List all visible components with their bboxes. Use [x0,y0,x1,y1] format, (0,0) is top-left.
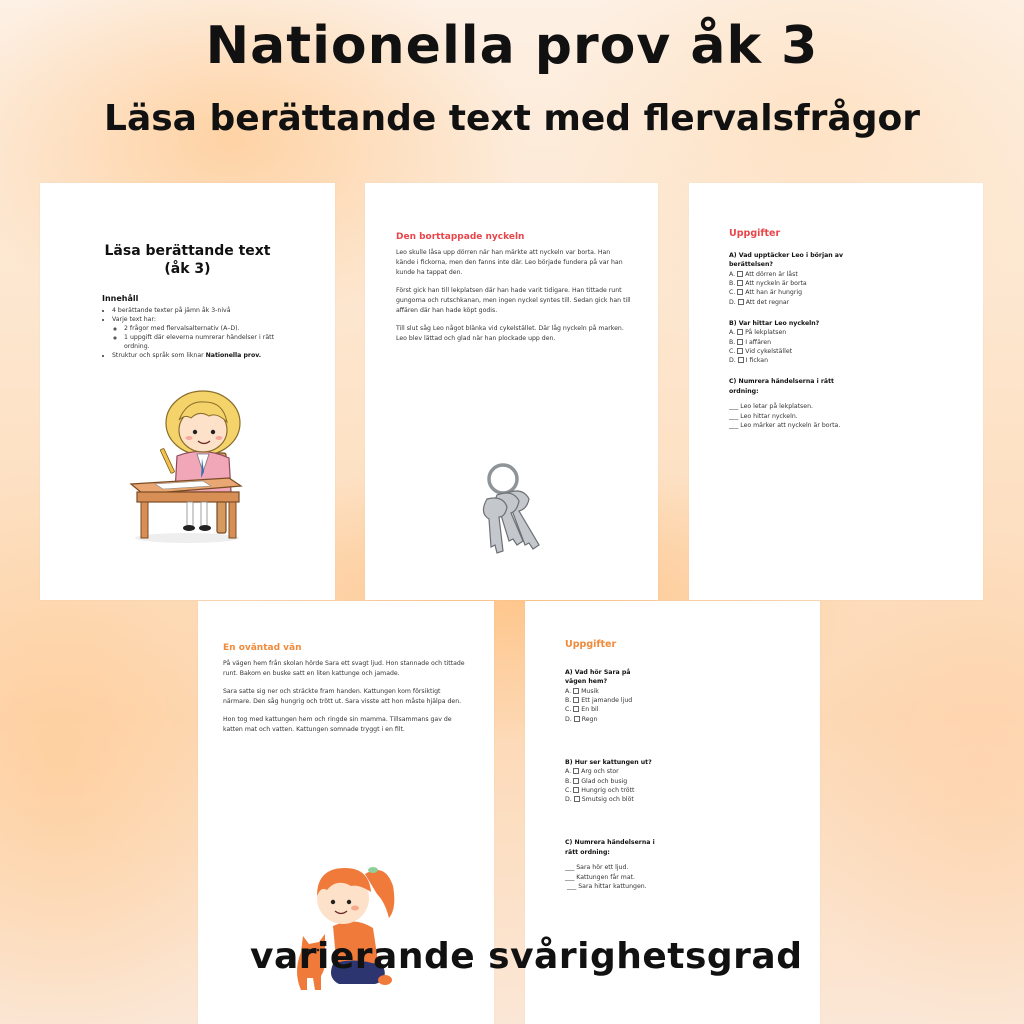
checkbox-icon[interactable] [737,329,743,335]
option-letter: B. [729,280,736,288]
contents-sublist [112,325,274,352]
question-text: A) Vad hör Sara på vägen hem? [565,669,631,686]
answer-option[interactable] [565,777,765,786]
option-letter: D. [729,357,736,365]
checkbox-icon[interactable] [737,289,743,295]
option-letter: B. [729,338,736,346]
contents-heading: Innehåll [102,294,139,303]
contents-item-text: Varje text har: [112,315,156,323]
contents-item: • 4 berättande texter på jämn åk 3-nivå [112,307,274,316]
contents-bold-text: Nationella prov. [205,351,262,359]
footer-tagline: varierande svårighetsgrad [250,936,803,977]
option-text: Regn [581,715,598,723]
order-item[interactable]: ___ Sara hittar kattungen. [567,883,647,891]
option-text: Arg och stor [581,768,619,776]
checkbox-icon[interactable] [738,357,744,363]
answer-option[interactable] [729,347,929,356]
answer-option[interactable] [565,795,765,804]
order-item[interactable]: ___ Kattungen får mat. [565,873,635,881]
option-letter: A. [729,270,736,278]
option-letter: C. [729,289,736,297]
option-text: Vid cykelstället [745,347,793,355]
question-b [565,758,765,804]
checkbox-icon[interactable] [737,348,743,354]
option-letter: D. [565,796,572,804]
question-b [729,319,929,365]
answer-option[interactable] [565,786,765,795]
option-text: Att han är hungrig [745,289,803,297]
contents-item [112,352,274,361]
story-2-title: En oväntad vän [223,643,302,653]
contents-item [112,316,274,352]
answer-option[interactable] [565,767,765,776]
answer-option[interactable] [729,288,929,297]
option-text: En bil [581,706,599,714]
option-text: Att dörren är låst [745,270,798,278]
page-story-1 [365,183,658,600]
option-text: På lekplatsen [745,329,787,337]
checkbox-icon[interactable] [574,796,580,802]
story-2 [223,641,468,743]
keys-icon [477,461,557,556]
option-text: Att nyckeln är borta [745,280,807,288]
answer-option[interactable] [565,687,765,696]
option-text: I fickan [745,357,769,365]
checkbox-icon[interactable] [573,768,579,774]
option-letter: A. [565,768,572,776]
contents-list [102,307,274,361]
option-letter: D. [565,715,572,723]
cover-title-line1: Läsa berättande text [104,243,271,259]
option-text: Smutsig och blöt [581,796,634,804]
option-letter: B. [565,777,572,785]
main-title: Nationella prov åk 3 [205,16,819,76]
cover-title-line2: (åk 3) [164,260,211,277]
option-letter: A. [729,329,736,337]
option-text: Glad och busig [581,777,628,785]
question-text: C) Numrera händelserna i rätt ordning: [729,378,834,395]
story-paragraph: Leo skulle låsa upp dörren när han märkte att nyckeln var borta. Han kände i fickorna, men den fanns inte där. Leo började fundera på var han kunde ha tappat den. [396,249,623,277]
answer-option[interactable] [565,705,765,714]
option-letter: A. [565,687,572,695]
tasks-1-title: Uppgifter [729,228,781,239]
option-letter: D. [729,298,736,306]
checkbox-icon[interactable] [737,271,743,277]
story-paragraph: Till slut såg Leo något blänka vid cykelstället. Där låg nyckeln på marken. Leo blev lättad och glad när han plockade upp den. [396,324,624,342]
story-1 [396,230,631,352]
answer-option[interactable] [565,715,765,724]
answer-option[interactable] [729,298,929,307]
checkbox-icon[interactable] [573,697,579,703]
page-cover [40,183,335,600]
answer-option[interactable] [729,356,929,365]
answer-option[interactable] [729,270,929,279]
checkbox-icon[interactable] [573,787,579,793]
question-c [565,838,765,891]
order-item[interactable]: ___ Leo letar på lekplatsen. [729,403,813,411]
order-item[interactable]: ___ Leo hittar nyckeln. [729,412,798,420]
checkbox-icon[interactable] [737,280,743,286]
order-list [729,402,929,431]
option-letter: C. [729,347,736,355]
answer-option[interactable] [565,696,765,705]
question-text: B) Var hittar Leo nyckeln? [729,319,820,327]
answer-option[interactable] [729,328,929,337]
question-text: B) Hur ser kattungen ut? [565,758,652,766]
question-a [565,668,765,724]
question-a [729,251,929,307]
question-c [729,377,929,430]
option-text: I affären [745,338,771,346]
checkbox-icon[interactable] [737,339,743,345]
contents-subitem: ◦ 2 frågor med flervalsalternativ (A–D). [124,325,274,334]
checkbox-icon[interactable] [738,299,744,305]
contents-subitem: ◦ 1 uppgift där eleverna numrerar händelser i rätt ordning. [124,334,274,352]
tasks-2-title: Uppgifter [565,639,617,650]
option-text: Att det regnar [745,298,790,306]
girl-writing-illustration [125,388,250,543]
checkbox-icon[interactable] [574,716,580,722]
option-text: Musik [581,687,599,695]
story-paragraph: Sara satte sig ner och sträckte fram handen. Kattungen kom försiktigt närmare. Den såg hungrig och trött ut. Sara visste att hon måste hjälpa den. [223,688,462,706]
question-text: C) Numrera händelserna i rätt ordning: [565,839,655,856]
story-paragraph: Först gick han till lekplatsen där han hade varit tidigare. Han tittade runt gungorna och rutschkanan, men ingen nyckel syntes till. Sedan gick han till affären där han hade köpt godis. [396,287,631,314]
question-text: A) Vad upptäcker Leo i början av berättelsen? [729,252,844,269]
checkbox-icon[interactable] [573,688,579,694]
answer-option[interactable] [729,279,929,288]
page-tasks-1 [689,183,983,600]
option-text: Hungrig och trött [581,786,635,794]
order-list [565,863,765,892]
option-letter: B. [565,697,572,705]
subtitle: Läsa berättande text med flervalsfrågor [104,98,920,139]
checkbox-icon[interactable] [573,778,579,784]
checkbox-icon[interactable] [573,706,579,712]
order-item[interactable]: ___ Leo märker att nyckeln är borta. [729,422,841,430]
story-1-title: Den borttappade nyckeln [396,232,525,242]
option-letter: C. [565,786,572,794]
cover-title [40,243,335,278]
cover-contents [102,293,274,361]
contents-item-text: Struktur och språk som liknar [112,351,206,359]
story-paragraph: Hon tog med kattungen hem och ringde sin mamma. Tillsammans gav de katten mat och vatten. Kattungen somnade tryggt i en filt. [223,716,452,733]
answer-option[interactable] [729,338,929,347]
option-text: Ett jamande ljud [581,697,633,705]
story-paragraph: På vägen hem från skolan hörde Sara ett svagt ljud. Hon stannade och tittade runt. Bakom en buske satt en liten kattunge och jamade. [223,660,465,678]
option-letter: C. [565,706,572,714]
tasks-1 [729,226,929,443]
tasks-2 [565,637,765,904]
order-item[interactable]: ___ Sara hör ett ljud. [565,864,629,872]
